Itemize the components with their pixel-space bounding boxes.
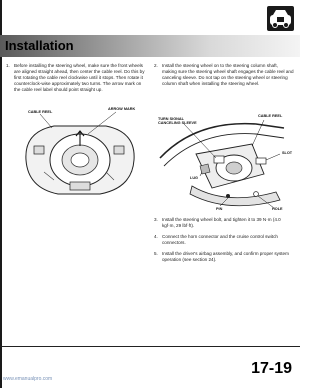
label-slot: SLOT xyxy=(282,151,293,155)
binding-edge xyxy=(0,0,2,388)
label-pin: PIN xyxy=(216,207,223,211)
label-cable-reel-left: CABLE REEL xyxy=(28,110,53,114)
step-text: Install the driver's airbag assembly, and confirm proper system operation (see section 24). xyxy=(162,251,289,262)
step-number: 5. xyxy=(154,251,158,256)
step-number: 2. xyxy=(154,63,158,68)
step-text: Before installing the steering wheel, make sure the front wheels are aligned straight ahead, then center the cable reel. Do this by first rotating the cable reel clockwise until it stops. Then rotate it counterclock-wise approximately two turns. The arrow mark on the cable reel label should point straight up. xyxy=(14,63,145,92)
car-steering-icon xyxy=(269,9,292,28)
step-text: Install the steering wheel bolt, and tighten it to 39 N·m (4.0 kgf·m, 29 lbf·ft). xyxy=(162,217,281,228)
footer-rule xyxy=(0,346,300,347)
step-1 xyxy=(6,63,148,93)
label-cable-reel-right: CABLE REEL xyxy=(258,114,283,118)
section-title: Installation xyxy=(5,38,74,53)
step-5 xyxy=(154,251,294,263)
label-canceling-sleeve: CANCELING SLEEVE xyxy=(158,121,197,125)
step-2 xyxy=(154,63,294,87)
label-lug: LUG xyxy=(190,176,199,180)
watermark-link[interactable]: www.emanualpro.com xyxy=(3,376,53,382)
label-hole: HOLE xyxy=(272,207,283,211)
section-icon-box xyxy=(267,6,294,31)
steering-wheel-install-figure xyxy=(156,114,294,214)
step-text: Connect the horn connector and the cruise control switch connectors. xyxy=(162,234,278,245)
section-title-bar xyxy=(0,35,300,57)
cable-reel-figure xyxy=(14,102,144,207)
label-turn-signal: TURN SIGNAL xyxy=(158,117,184,121)
step-4 xyxy=(154,234,294,246)
step-number: 1. xyxy=(6,63,10,68)
page-number: 17-19 xyxy=(251,360,292,377)
step-number: 4. xyxy=(154,234,158,239)
step-number: 3. xyxy=(154,217,158,222)
step-text: Install the steering wheel on to the steering column shaft, making sure the steering wheel shaft engages the cable reel and canceling sleeve. Do not tap on the steering wheel or steering column shaft when installing the steering wheel. xyxy=(162,63,294,86)
label-arrow-mark: ARROW MARK xyxy=(108,107,136,111)
step-3 xyxy=(154,217,294,229)
